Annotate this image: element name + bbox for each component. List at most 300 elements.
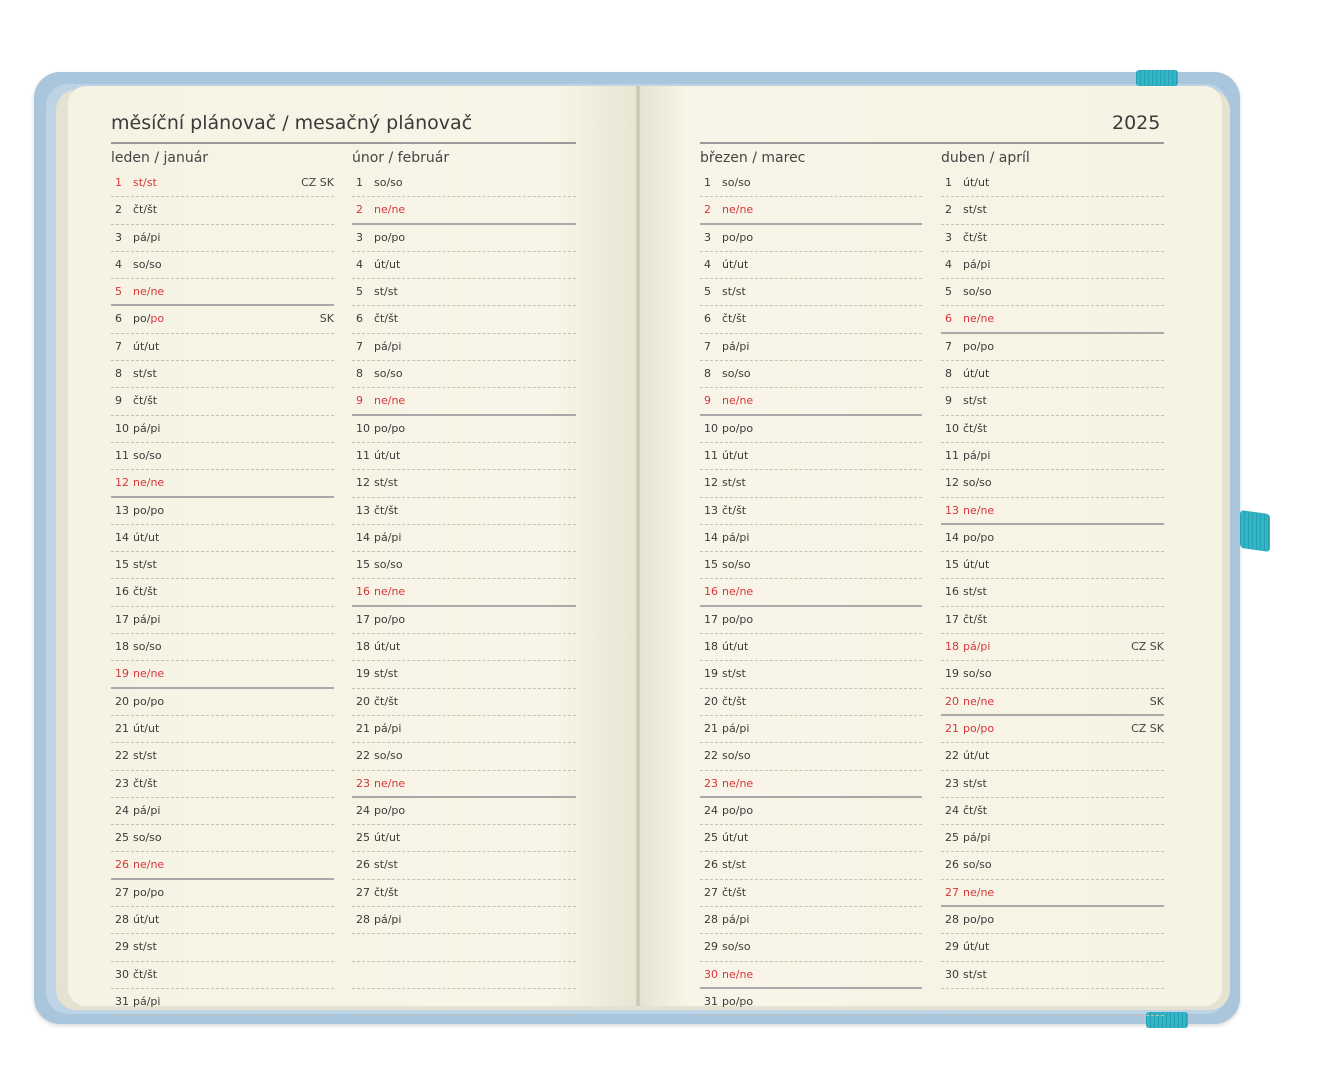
day-number: 9 xyxy=(115,394,122,408)
day-name: út/ut xyxy=(133,530,160,544)
day-row xyxy=(352,852,576,879)
day-row xyxy=(700,716,922,743)
day-name: út/ut xyxy=(963,176,990,189)
day-number: 16 xyxy=(945,585,959,599)
day-number: 29 xyxy=(704,940,718,954)
day-list xyxy=(700,170,922,1016)
day-list xyxy=(111,170,334,1016)
day-row xyxy=(700,661,922,688)
day-name: ne/ne xyxy=(133,858,165,872)
day-row xyxy=(352,771,576,798)
day-row xyxy=(352,306,576,333)
day-row xyxy=(941,607,1164,634)
day-name: čt/št xyxy=(133,203,158,217)
day-row xyxy=(700,934,922,961)
day-name: pá/pi xyxy=(133,612,161,626)
day-number: 5 xyxy=(945,285,952,299)
day-number: 5 xyxy=(115,285,122,299)
day-number: 6 xyxy=(704,312,711,326)
holiday-marker: CZ SK xyxy=(1131,721,1164,735)
day-name: út/ut xyxy=(374,257,401,271)
day-row xyxy=(111,989,334,1016)
day-row xyxy=(700,279,922,306)
day-name: st/st xyxy=(963,585,987,599)
day-name: čt/št xyxy=(963,803,988,817)
day-row xyxy=(941,306,1164,333)
day-row xyxy=(111,607,334,634)
day-row xyxy=(352,934,576,961)
day-number: 3 xyxy=(704,230,711,244)
day-row xyxy=(700,361,922,388)
day-number: 16 xyxy=(704,585,718,599)
day-number: 3 xyxy=(115,230,122,244)
day-row xyxy=(941,852,1164,879)
month-name: leden / január xyxy=(111,150,209,166)
day-row xyxy=(352,579,576,606)
day-name: so/so xyxy=(133,448,162,462)
day-name: pá/pi xyxy=(374,530,402,544)
day-number: 28 xyxy=(115,913,129,927)
day-number: 26 xyxy=(115,858,129,872)
day-number: 18 xyxy=(945,640,959,654)
day-name: pá/pi xyxy=(963,257,991,271)
day-name: so/so xyxy=(963,285,992,299)
day-name: ne/ne xyxy=(963,503,995,517)
day-row xyxy=(111,852,334,879)
day-row xyxy=(352,225,576,252)
day-row xyxy=(941,470,1164,497)
day-number: 2 xyxy=(704,203,711,217)
day-number: 17 xyxy=(704,612,718,626)
day-name: pá/pi xyxy=(963,640,991,654)
day-number: 13 xyxy=(704,503,718,517)
day-name: pá/pi xyxy=(133,421,161,435)
day-number: 8 xyxy=(356,367,363,381)
day-name: čt/št xyxy=(374,503,399,517)
day-row xyxy=(111,798,334,825)
day-number: 26 xyxy=(356,858,370,872)
day-row xyxy=(700,771,922,798)
day-number: 27 xyxy=(704,885,718,899)
day-row xyxy=(352,252,576,279)
day-row xyxy=(111,579,334,606)
day-row xyxy=(700,907,922,934)
day-name: so/so xyxy=(963,667,992,681)
day-list xyxy=(352,170,576,1016)
day-name: ne/ne xyxy=(722,394,754,408)
day-number: 21 xyxy=(945,721,959,735)
day-number: 5 xyxy=(356,285,363,299)
day-number: 14 xyxy=(945,530,959,544)
day-row xyxy=(352,907,576,934)
day-row xyxy=(700,579,922,606)
day-row xyxy=(111,470,334,497)
day-name: út/ut xyxy=(722,448,749,462)
day-name: st/st xyxy=(374,667,398,681)
day-row xyxy=(700,225,922,252)
day-name: pá/pi xyxy=(722,721,750,735)
month-name: duben / apríl xyxy=(941,150,1030,166)
day-number: 22 xyxy=(704,749,718,763)
day-number: 9 xyxy=(945,394,952,408)
day-name: ne/ne xyxy=(133,476,165,490)
day-name: po/po xyxy=(133,694,165,708)
day-name: út/ut xyxy=(963,749,990,763)
day-name: pá/pi xyxy=(722,339,750,353)
day-number: 13 xyxy=(356,503,370,517)
day-name: čt/št xyxy=(963,612,988,626)
day-number: 19 xyxy=(704,667,718,681)
holiday-marker: CZ SK xyxy=(1131,640,1164,654)
day-number: 4 xyxy=(945,257,952,271)
day-row xyxy=(700,825,922,852)
day-number: 15 xyxy=(115,558,129,572)
day-name: ne/ne xyxy=(133,285,165,299)
title-rule-right xyxy=(700,142,1164,144)
day-row xyxy=(111,170,334,197)
day-number: 20 xyxy=(704,694,718,708)
day-number: 31 xyxy=(115,994,129,1008)
day-name: st/st xyxy=(374,285,398,299)
day-number: 7 xyxy=(945,339,952,353)
day-number: 23 xyxy=(945,776,959,790)
day-name: po/po xyxy=(722,803,754,817)
day-number: 24 xyxy=(704,803,718,817)
day-row xyxy=(700,634,922,661)
day-row xyxy=(352,607,576,634)
day-row xyxy=(700,197,922,224)
day-name: po/po xyxy=(963,721,995,735)
day-row xyxy=(941,225,1164,252)
day-row xyxy=(941,252,1164,279)
day-row xyxy=(111,388,334,415)
day-row xyxy=(352,279,576,306)
day-number: 19 xyxy=(945,667,959,681)
day-row xyxy=(941,197,1164,224)
day-row xyxy=(941,907,1164,934)
day-name: so/so xyxy=(374,558,403,572)
day-name: po/po xyxy=(133,312,165,326)
day-row xyxy=(352,334,576,361)
day-number: 5 xyxy=(704,285,711,299)
day-number: 15 xyxy=(356,558,370,572)
day-number: 6 xyxy=(356,312,363,326)
day-row xyxy=(352,689,576,716)
day-number: 22 xyxy=(115,749,129,763)
day-number: 31 xyxy=(704,994,718,1008)
day-row xyxy=(941,361,1164,388)
day-number: 10 xyxy=(945,421,959,435)
day-row xyxy=(700,470,922,497)
day-number: 16 xyxy=(356,585,370,599)
day-name: st/st xyxy=(722,667,746,681)
day-name: so/so xyxy=(133,640,162,654)
day-list xyxy=(941,170,1164,1016)
day-number: 4 xyxy=(356,257,363,271)
day-name: ne/ne xyxy=(722,585,754,599)
day-number: 6 xyxy=(115,312,122,326)
day-name: st/st xyxy=(722,476,746,490)
day-number: 11 xyxy=(115,448,129,462)
day-row xyxy=(700,552,922,579)
day-row xyxy=(111,552,334,579)
day-name: st/st xyxy=(133,940,157,954)
day-number: 1 xyxy=(945,176,952,189)
day-row xyxy=(700,170,922,197)
day-name: čt/št xyxy=(133,394,158,408)
day-number: 23 xyxy=(356,776,370,790)
day-name: po/po xyxy=(133,885,165,899)
year-label: 2025 xyxy=(1112,112,1161,134)
day-number: 20 xyxy=(356,694,370,708)
day-number: 20 xyxy=(115,694,129,708)
day-row xyxy=(111,197,334,224)
day-number: 12 xyxy=(945,476,959,490)
day-row xyxy=(111,825,334,852)
day-name: ne/ne xyxy=(133,667,165,681)
day-number: 25 xyxy=(356,831,370,845)
day-row xyxy=(941,498,1164,525)
day-row xyxy=(700,880,922,907)
day-number: 17 xyxy=(945,612,959,626)
day-name: ne/ne xyxy=(722,776,754,790)
day-row xyxy=(700,252,922,279)
day-row xyxy=(700,989,922,1016)
day-number: 24 xyxy=(115,803,129,817)
day-row xyxy=(700,689,922,716)
day-name: út/ut xyxy=(133,721,160,735)
day-row xyxy=(941,525,1164,552)
page-title: měsíční plánovač / mesačný plánovač xyxy=(111,112,473,134)
day-number: 17 xyxy=(115,612,129,626)
day-row xyxy=(111,771,334,798)
day-number: 15 xyxy=(945,558,959,572)
day-number: 15 xyxy=(704,558,718,572)
day-row xyxy=(941,579,1164,606)
day-row xyxy=(352,825,576,852)
day-row xyxy=(700,852,922,879)
day-row xyxy=(352,989,576,1016)
day-number: 27 xyxy=(115,885,129,899)
day-number: 27 xyxy=(356,885,370,899)
day-row xyxy=(941,743,1164,770)
day-number: 28 xyxy=(704,913,718,927)
day-row xyxy=(111,279,334,306)
day-number: 12 xyxy=(356,476,370,490)
day-row xyxy=(111,880,334,907)
day-name: út/ut xyxy=(133,913,160,927)
day-row xyxy=(352,634,576,661)
day-name: čt/št xyxy=(963,421,988,435)
day-name: ne/ne xyxy=(963,312,995,326)
day-number: 18 xyxy=(704,640,718,654)
day-name: st/st xyxy=(722,858,746,872)
day-row xyxy=(352,798,576,825)
day-row xyxy=(941,689,1164,716)
day-row xyxy=(700,306,922,333)
day-number: 25 xyxy=(945,831,959,845)
day-number: 16 xyxy=(115,585,129,599)
day-name: čt/št xyxy=(722,694,747,708)
day-name: po/po xyxy=(374,421,406,435)
day-row xyxy=(700,743,922,770)
day-row xyxy=(941,170,1164,197)
day-number: 1 xyxy=(356,176,363,189)
day-number: 9 xyxy=(704,394,711,408)
day-number: 13 xyxy=(115,503,129,517)
day-name: út/ut xyxy=(374,831,401,845)
day-row xyxy=(111,743,334,770)
day-number: 4 xyxy=(704,257,711,271)
day-row xyxy=(941,388,1164,415)
day-row xyxy=(352,661,576,688)
title-rule-left xyxy=(111,142,576,144)
day-number: 19 xyxy=(356,667,370,681)
day-name: pá/pi xyxy=(374,913,402,927)
day-name: st/st xyxy=(133,558,157,572)
day-name: ne/ne xyxy=(722,203,754,217)
day-name: st/st xyxy=(133,749,157,763)
day-number: 2 xyxy=(945,203,952,217)
day-number: 26 xyxy=(704,858,718,872)
day-name: út/ut xyxy=(722,831,749,845)
day-number: 10 xyxy=(115,421,129,435)
day-number: 30 xyxy=(115,967,129,981)
day-row xyxy=(111,498,334,525)
day-row xyxy=(352,552,576,579)
day-number: 2 xyxy=(356,203,363,217)
day-name: út/ut xyxy=(374,640,401,654)
day-row xyxy=(700,443,922,470)
day-row xyxy=(352,470,576,497)
day-name: čt/št xyxy=(133,585,158,599)
day-name: so/so xyxy=(722,749,751,763)
day-row xyxy=(700,798,922,825)
day-number: 18 xyxy=(356,640,370,654)
day-name: so/so xyxy=(722,176,751,189)
day-number: 11 xyxy=(945,448,959,462)
day-number: 8 xyxy=(115,367,122,381)
day-name: ne/ne xyxy=(374,394,406,408)
day-row xyxy=(111,443,334,470)
day-name: st/st xyxy=(963,776,987,790)
day-name: po/po xyxy=(722,421,754,435)
holiday-marker: SK xyxy=(1149,694,1164,708)
day-name: út/ut xyxy=(374,448,401,462)
day-name: po/po xyxy=(374,612,406,626)
day-name: po/po xyxy=(963,530,995,544)
day-name: čt/št xyxy=(963,230,988,244)
day-name: po/po xyxy=(722,994,754,1008)
day-name: st/st xyxy=(133,367,157,381)
day-name: út/ut xyxy=(722,257,749,271)
day-row xyxy=(352,416,576,443)
day-row xyxy=(941,279,1164,306)
day-name: po/po xyxy=(722,230,754,244)
day-name: čt/št xyxy=(722,312,747,326)
day-row xyxy=(941,934,1164,961)
day-row xyxy=(352,197,576,224)
day-name: po/po xyxy=(963,913,995,927)
day-row xyxy=(352,525,576,552)
day-name: st/st xyxy=(374,476,398,490)
day-name: so/so xyxy=(374,749,403,763)
day-row xyxy=(352,388,576,415)
day-number: 14 xyxy=(704,530,718,544)
day-name: st/st xyxy=(133,176,157,189)
day-name: st/st xyxy=(963,967,987,981)
day-name: čt/št xyxy=(133,967,158,981)
day-number: 24 xyxy=(945,803,959,817)
day-number: 10 xyxy=(356,421,370,435)
day-number: 18 xyxy=(115,640,129,654)
day-row xyxy=(111,416,334,443)
day-number: 30 xyxy=(704,967,718,981)
day-name: po/po xyxy=(374,230,406,244)
day-row xyxy=(941,334,1164,361)
ribbon-bookmark xyxy=(1240,510,1270,552)
day-number: 25 xyxy=(704,831,718,845)
day-number: 23 xyxy=(704,776,718,790)
day-name: čt/št xyxy=(722,885,747,899)
day-name: so/so xyxy=(133,257,162,271)
month-name: únor / február xyxy=(352,150,450,166)
day-row xyxy=(352,880,576,907)
month-name: březen / marec xyxy=(700,150,806,166)
day-number: 13 xyxy=(945,503,959,517)
day-number: 19 xyxy=(115,667,129,681)
day-number: 3 xyxy=(945,230,952,244)
day-number: 4 xyxy=(115,257,122,271)
day-number: 11 xyxy=(704,448,718,462)
day-number: 21 xyxy=(704,721,718,735)
day-row xyxy=(700,607,922,634)
day-name: po/po xyxy=(374,803,406,817)
elastic-band-top xyxy=(1136,70,1178,86)
day-name: čt/št xyxy=(133,776,158,790)
day-name: čt/št xyxy=(374,885,399,899)
day-number: 7 xyxy=(115,339,122,353)
day-row xyxy=(111,907,334,934)
day-name: pá/pi xyxy=(374,339,402,353)
day-number: 17 xyxy=(356,612,370,626)
day-row xyxy=(111,252,334,279)
day-row xyxy=(941,634,1164,661)
day-number: 29 xyxy=(115,940,129,954)
day-name: pá/pi xyxy=(133,230,161,244)
day-name: po/po xyxy=(963,339,995,353)
day-name: čt/št xyxy=(374,312,399,326)
day-row xyxy=(111,934,334,961)
day-row xyxy=(941,771,1164,798)
day-name: so/so xyxy=(963,476,992,490)
day-row xyxy=(352,443,576,470)
day-number: 6 xyxy=(945,312,952,326)
day-row xyxy=(700,416,922,443)
day-number: 2 xyxy=(115,203,122,217)
day-number: 28 xyxy=(356,913,370,927)
day-number: 11 xyxy=(356,448,370,462)
day-row xyxy=(941,989,1164,1016)
day-row xyxy=(941,416,1164,443)
day-name: ne/ne xyxy=(963,885,995,899)
day-name: so/so xyxy=(722,367,751,381)
day-number: 3 xyxy=(356,230,363,244)
day-name: st/st xyxy=(963,394,987,408)
day-name: pá/pi xyxy=(133,803,161,817)
day-name: čt/št xyxy=(722,503,747,517)
day-number: 14 xyxy=(356,530,370,544)
